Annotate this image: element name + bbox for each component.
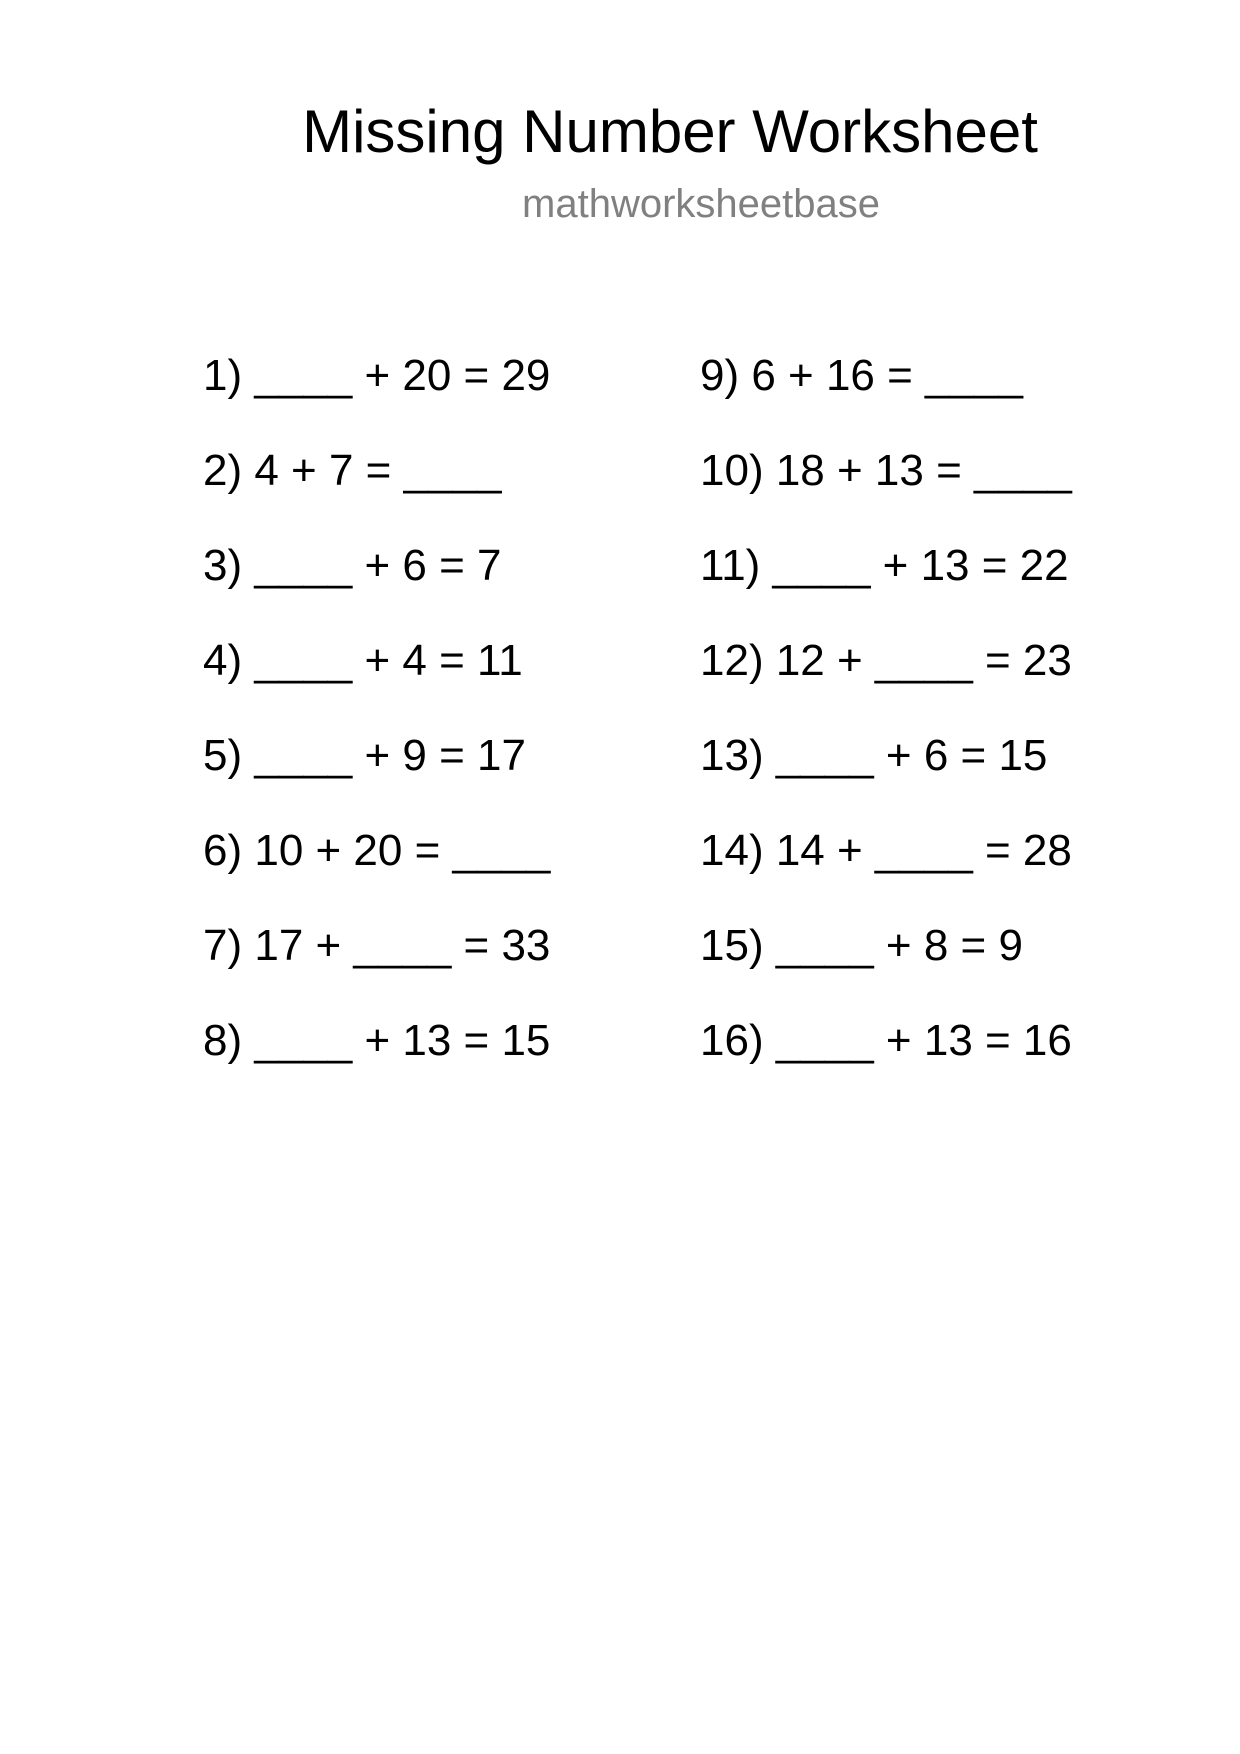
problem-item: 1) ____ + 20 = 29	[203, 351, 551, 400]
problem-item: 9) 6 + 16 = ____	[700, 351, 1023, 400]
problem-item: 2) 4 + 7 = ____	[203, 446, 502, 495]
problem-item: 6) 10 + 20 = ____	[203, 826, 551, 875]
page-title: Missing Number Worksheet	[302, 98, 1038, 165]
page-subtitle: mathworksheetbase	[522, 182, 880, 226]
problem-item: 8) ____ + 13 = 15	[203, 1016, 551, 1065]
problem-item: 12) 12 + ____ = 23	[700, 636, 1072, 685]
problem-item: 16) ____ + 13 = 16	[700, 1016, 1072, 1065]
problem-item: 11) ____ + 13 = 22	[700, 541, 1069, 590]
problem-item: 15) ____ + 8 = 9	[700, 921, 1023, 970]
problem-item: 13) ____ + 6 = 15	[700, 731, 1048, 780]
problem-item: 10) 18 + 13 = ____	[700, 446, 1072, 495]
problem-item: 14) 14 + ____ = 28	[700, 826, 1072, 875]
problem-item: 3) ____ + 6 = 7	[203, 541, 502, 590]
problem-item: 5) ____ + 9 = 17	[203, 731, 526, 780]
problem-item: 4) ____ + 4 = 11	[203, 636, 523, 685]
problem-item: 7) 17 + ____ = 33	[203, 921, 551, 970]
